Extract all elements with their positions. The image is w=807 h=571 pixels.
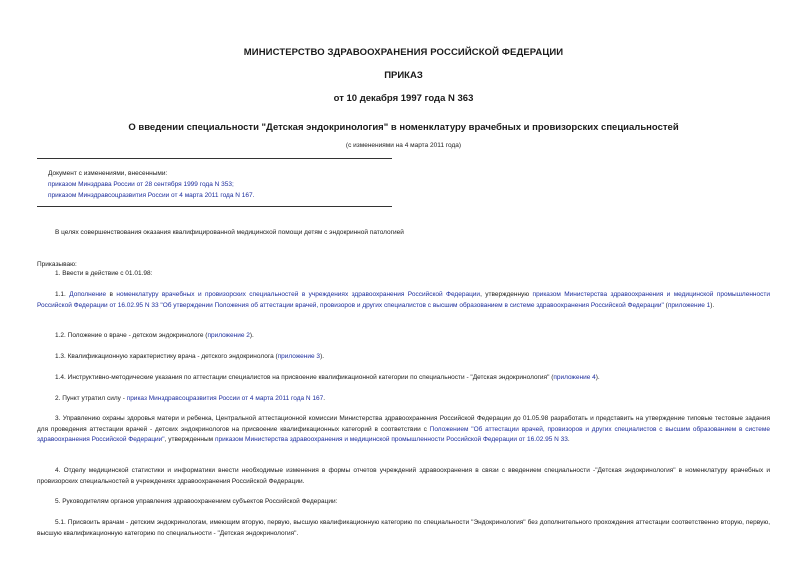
link-nomenclature[interactable]: номенклатуру врачебных и провизорских специальностей в учреждениях здравоохранения Российской Федерации <box>116 291 481 298</box>
divider-bottom <box>37 206 392 207</box>
clause-5: 5. Руководителям органов управления здравоохранением субъектов Российской Федерации: <box>55 498 338 505</box>
clause-1-3: 1.3. Квалификационную характеристику врача - детского эндокринолога (приложение 3). <box>55 353 325 360</box>
order-word: Приказываю: <box>37 261 77 268</box>
doc-title: О введении специальности "Детская эндокринология" в номенклатуру врачебных и провизорских специальностей <box>128 122 679 133</box>
clause-1: 1. Ввести в действие с 01.01.98: <box>55 270 153 277</box>
link-order-33-b[interactable]: приказом Министерства здравоохранения и медицинской промышленности Российской Федерации от 16.02.95 N 33 <box>214 436 568 443</box>
preamble: В целях совершенствования оказания квалифицированной медицинской помощи детям с эндокринной патологией <box>55 229 404 236</box>
link-appendix-1[interactable]: приложение 1 <box>667 301 711 309</box>
doc-type-heading: ПРИКАЗ <box>384 70 423 81</box>
ministry-heading: МИНИСТЕРСТВО ЗДРАВООХРАНЕНИЯ РОССИЙСКОЙ ФЕДЕРАЦИИ <box>243 47 564 58</box>
amendment-link-1[interactable]: приказом Минздрава России от 28 сентября 1999 года N 353; <box>48 181 234 188</box>
doc-date: от 10 декабря 1997 года N 363 <box>333 93 474 104</box>
divider-top <box>37 158 392 159</box>
amendments-label: Документ с изменениями, внесенными: <box>48 170 168 177</box>
clause-5-1: 5.1. Присвоить врачам - детским эндокринологам, имеющим вторую, первую, высшую квалификационную категорию по специальности "Эндокринология" без дополнительного прохождения аттестации соответственно вторую, первую, высшую квалификационную категорию по специальности - "Детская эндокринология". <box>37 519 770 537</box>
clause-3: 3. Управлению охраны здоровья матери и ребенка, Центральной аттестационной комиссии Министерства здравоохранения Российской Федерации до 01.05.98 разработать и представить на утверждение типовые тестовые задания для проведения аттестации врачей - детских эндокринологов на присвоение квалификационных категорий в соответствии с Положением "Об аттестации врачей, провизоров и других специалистов с высшим образованием в системе здравоохранения Российской Федерации", утвержденным приказом Министерства здравоохранения и медицинской промышленности Российской Федерации от 16.02.95 N 33. <box>37 415 770 443</box>
link-appendix-4[interactable]: приложение 4 <box>553 374 596 381</box>
amendments-box <box>48 168 254 201</box>
link-order-167[interactable]: приказ Минздравсоцразвития России от 4 марта 2011 года N 167 <box>126 395 324 402</box>
clause-4: 4. Отделу медицинской статистики и информатики внести необходимые изменения в формы отчетов учреждений здравоохранения в связи с введением специальности -"Детская эндокринология" в номенклатуру врачебных и провизорских специальностей в учреждениях здравоохранения Российской Федерации. <box>37 467 770 485</box>
link-order-33[interactable]: приказом Министерства здравоохранения и медицинской промышленности Российской Федерации от 16.02.95 N 33 "Об утверждении Положения об аттестации врачей, провизоров и других специалистов с высшим образованием в системе здравоохранения Российской Федерации" <box>37 291 770 309</box>
clause-1-4: 1.4. Инструктивно-методические указания по аттестации специалистов на присвоение квалификационной категории по специальности - "Детская эндокринология" (приложение 4). <box>55 374 600 381</box>
link-appendix-3[interactable]: приложение 3 <box>277 353 321 360</box>
link-supplement[interactable]: Дополнение <box>69 291 107 298</box>
link-attestation-regulation[interactable]: Положением "Об аттестации врачей, провизоров и других специалистов с высшим образованием в системе здравоохранения Российской Федерации" <box>37 425 770 443</box>
clause-1-2: 1.2. Положение о враче - детском эндокринологе (приложение 2). <box>55 332 254 339</box>
amendment-link-2[interactable]: приказом Минздравсоцразвития России от 4 марта 2011 года N 167. <box>48 192 255 199</box>
clause-2: 2. Пункт утратил силу - приказ Минздравсоцразвития России от 4 марта 2011 года N 167. <box>55 395 326 402</box>
link-appendix-2[interactable]: приложение 2 <box>207 332 250 339</box>
clause-1-1: 1.1. Дополнение в номенклатуру врачебных и провизорских специальностей в учреждениях здравоохранения Российской Федерации, утвержденную приказом Министерства здравоохранения и медицинской промышленности Российской Федерации от 16.02.95 N 33 "Об утверждении Положения об аттестации врачей, провизоров и других специалистов с высшим образованием в системе здравоохранения Российской Федерации" (приложение 1). <box>37 291 770 309</box>
changes-note: (с изменениями на 4 марта 2011 года) <box>345 142 462 149</box>
